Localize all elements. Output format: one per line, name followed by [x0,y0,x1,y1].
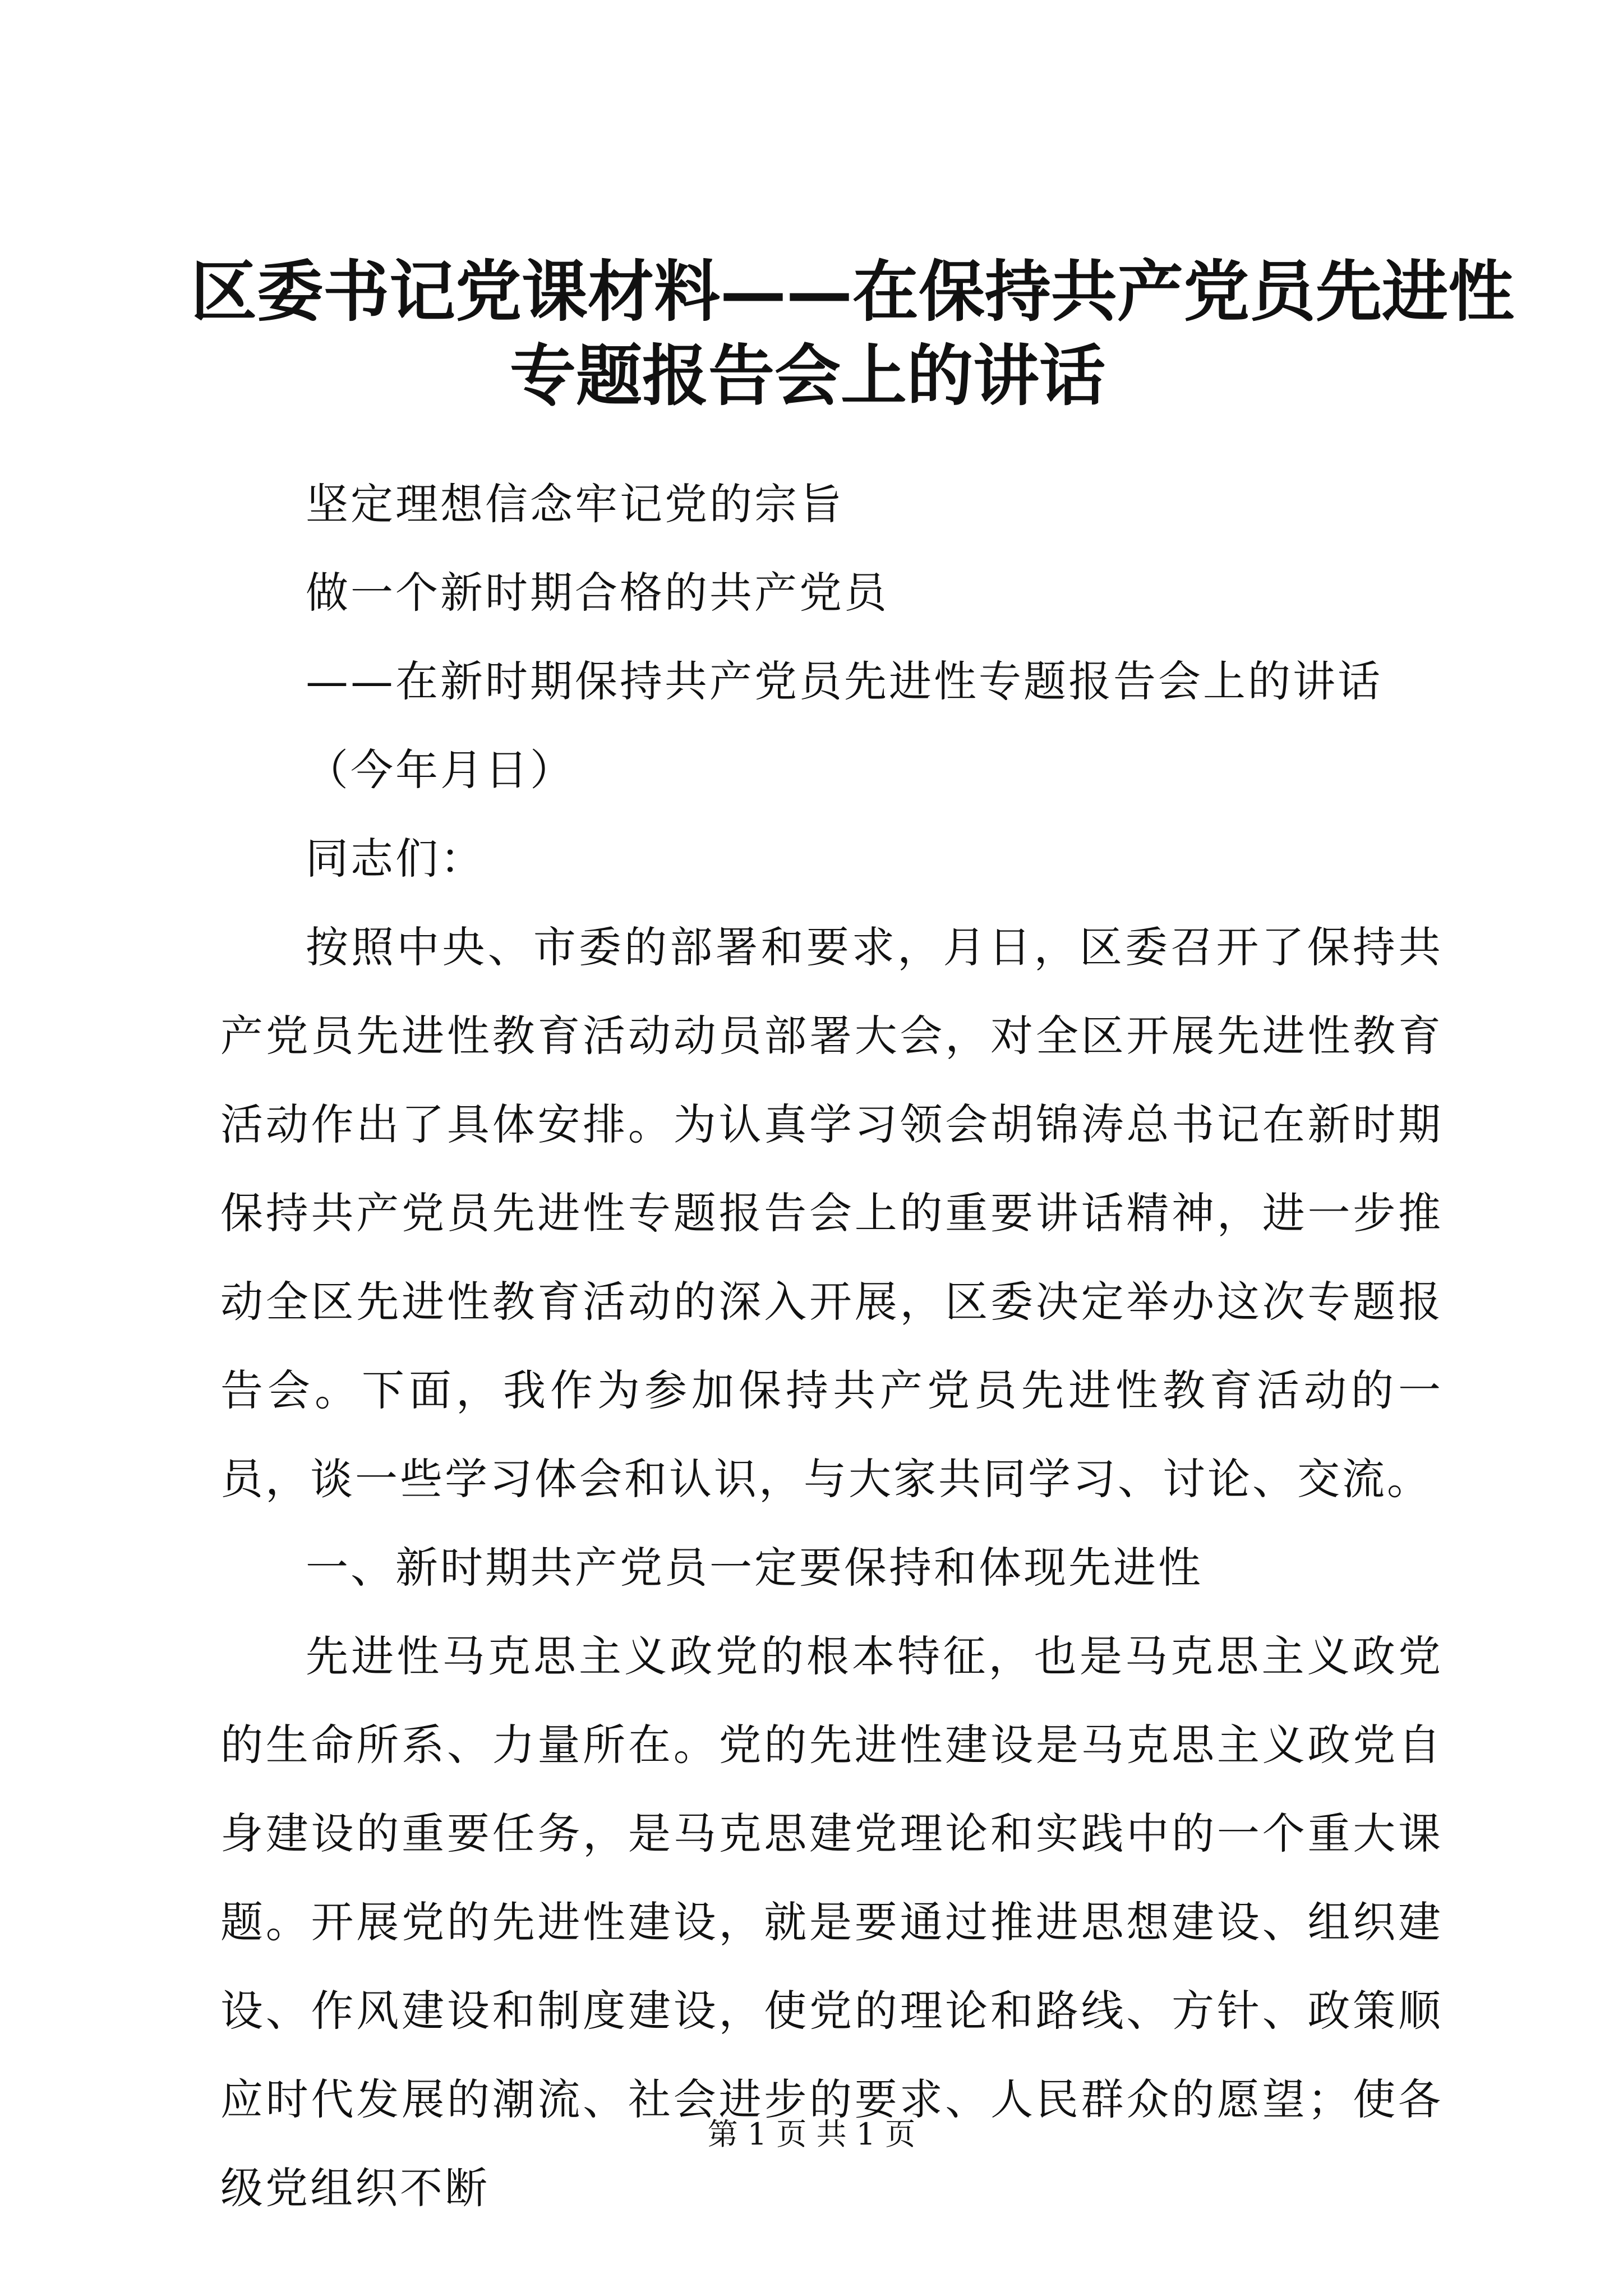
salutation: 同志们： [306,834,485,884]
title-line-2: 专题报告会上的讲话 [509,337,1105,415]
section-heading-1: 一、新时期共产党员一定要保持和体现先进性 [306,1543,1203,1593]
title-line-1: 区委书记党课材料——在保持共产党员先进性 [191,252,1515,330]
page-number-footer: 第 1 页 共 1 页 [707,2116,916,2152]
document-title [191,250,1515,418]
subtitle-line-3: ——在新时期保持共产党员先进性专题报告会上的讲话 [306,656,1382,706]
subtitle-line-2: 做一个新时期合格的共产党员 [306,568,889,618]
document-body [220,460,1443,2233]
body-paragraph-1: 按照中央、市委的部署和要求，月日，区委召开了保持共产党员先进性教育活动动员部署大会，对全区开展先进性教育活动作出了具体安排。为认真学习领会胡锦涛总书记在新时期保持共产党员先进性专题报告会上的重要讲话精神，进一步推动全区先进性教育活动的深入开展，区委决定举办这次专题报告会。下面，我作为参加保持共产党员先进性教育活动的一员，谈一些学习体会和认识，与大家共同学习、讨论、交流。 [220,922,1443,1504]
subtitle-line-1: 坚定理想信念牢记党的宗旨 [306,479,844,529]
date-line: （今年月日） [306,745,575,795]
body-paragraph-2: 先进性马克思主义政党的根本特征，也是马克思主义政党的生命所系、力量所在。党的先进性建设是马克思主义政党自身建设的重要任务，是马克思建党理论和实践中的一个重大课题。开展党的先进性建设，就是要通过推进思想建设、组织建设、作风建设和制度建设，使党的理论和路线、方针、政策顺应时代发展的潮流、社会进步的要求、人民群众的愿望；使各级党组织不断 [220,1631,1443,2213]
